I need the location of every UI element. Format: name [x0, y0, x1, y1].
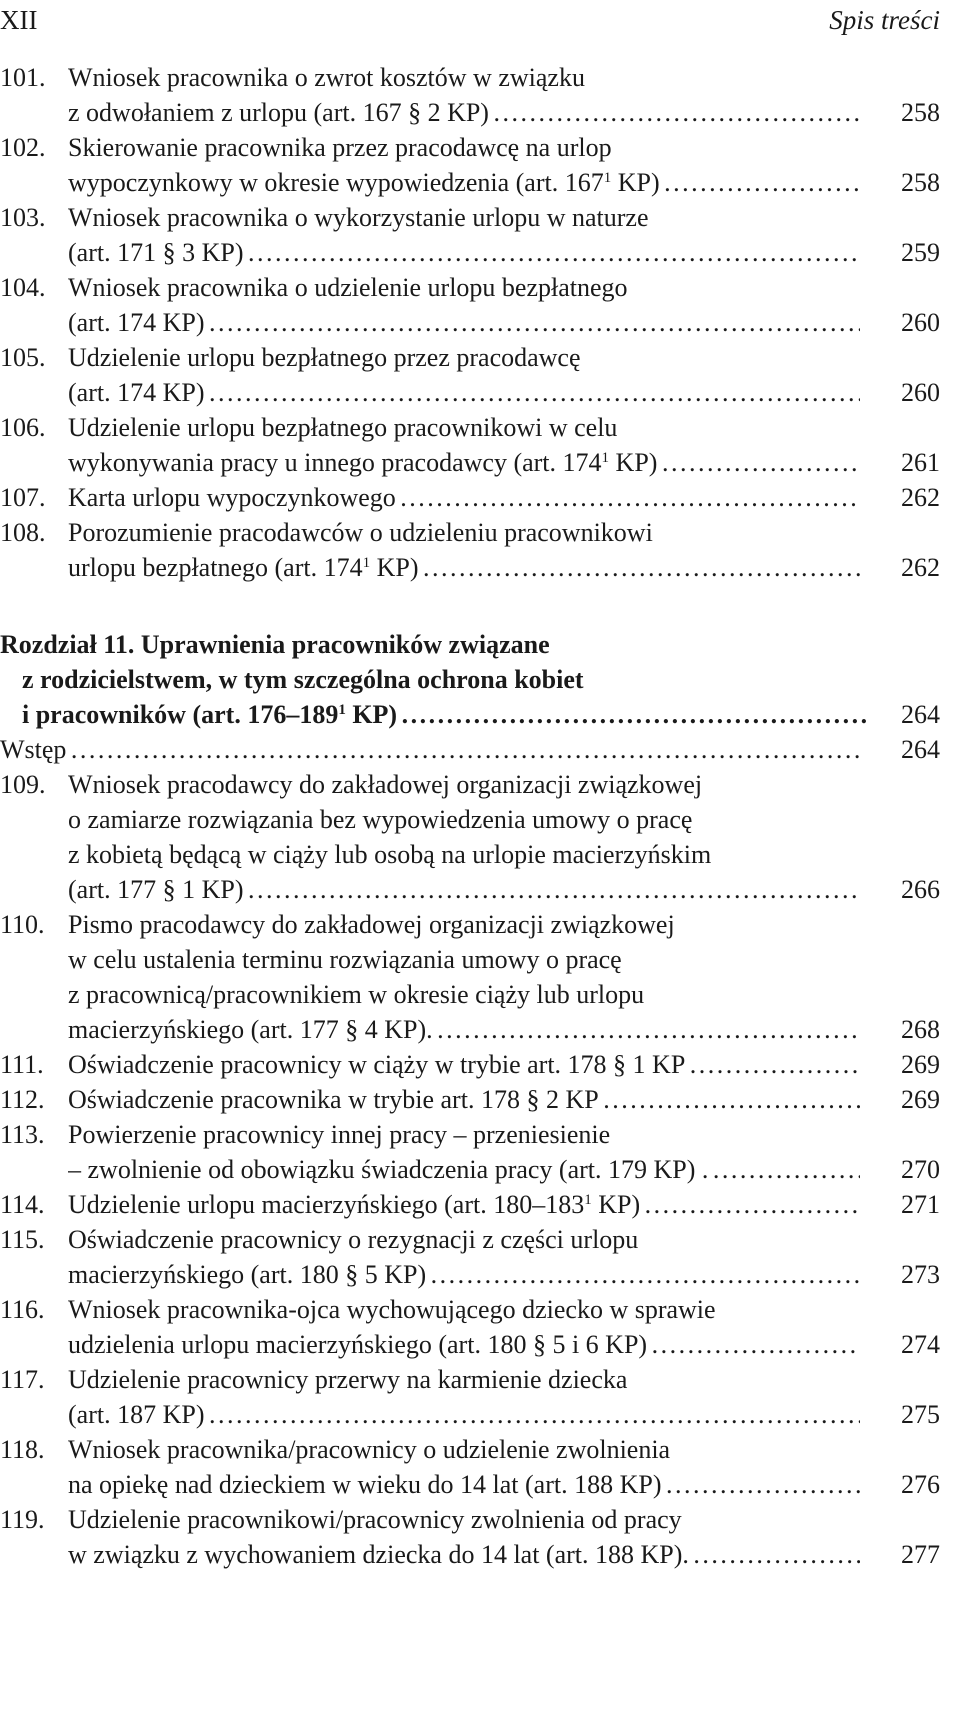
toc-entry-text: Wniosek pracownika-ojca wychowującego dziecko w sprawie [68, 1295, 716, 1324]
toc-entry-text: z odwołaniem z urlopu (art. 167 § 2 KP) [68, 98, 489, 127]
toc-entry-title [68, 1537, 860, 1572]
toc-entry [0, 130, 940, 200]
toc-entry-text: (art. 171 § 3 KP) [68, 238, 244, 267]
toc-entry-line [0, 767, 940, 802]
toc-entry-title [68, 1327, 860, 1362]
toc-entry-title [68, 837, 860, 872]
toc-page-number: 260 [870, 375, 940, 410]
toc-entry [0, 1117, 940, 1187]
toc-entry-title [68, 305, 860, 340]
toc-page-number: 277 [870, 1537, 940, 1572]
toc-entry-title [68, 1397, 860, 1432]
chapter-heading-line [0, 697, 940, 732]
toc-entry-line [0, 977, 940, 1012]
toc-entry-number: 111. [0, 1050, 44, 1079]
toc-entry [0, 1292, 940, 1362]
toc-entry-title [68, 550, 860, 585]
chapter-heading-span: z rodzicielstwem, w tym szczególna ochrona kobiet [22, 665, 584, 694]
toc-entry [0, 270, 940, 340]
toc-entry-line [0, 95, 940, 130]
toc-entry-text: udzielenia urlopu macierzyńskiego (art. 180 § 5 i 6 KP) [68, 1330, 648, 1359]
toc-entry-line [0, 872, 940, 907]
toc-page-number: 260 [870, 305, 940, 340]
toc-entry-title [68, 95, 860, 130]
toc-entry-title [68, 1152, 860, 1187]
toc-entry [0, 515, 940, 585]
toc-entry-text: Udzielenie urlopu macierzyńskiego (art. $180-183^1$ KP) [68, 1190, 641, 1219]
toc-entry-line [0, 1397, 940, 1432]
toc-entry-title [0, 1117, 860, 1152]
toc-intro-title [0, 732, 860, 767]
toc-entry-line [0, 410, 940, 445]
toc-entry-text: wykonywania pracy u innego pracodawcy (art. $174^1$ KP) [68, 448, 658, 477]
toc-entry-number: 117. [0, 1365, 45, 1394]
toc-entry-text: Udzielenie urlopu bezpłatnego pracownikowi w celu [68, 413, 618, 442]
toc-entry [0, 1187, 940, 1222]
chapter-heading-text [22, 662, 882, 697]
toc-page-number: 262 [870, 550, 940, 585]
toc-page-number: 264 [870, 732, 940, 767]
toc-entry-line [0, 1187, 940, 1222]
toc-entry-number: 110. [0, 910, 45, 939]
toc-page-number: 266 [870, 872, 940, 907]
toc-entry-line [0, 1292, 940, 1327]
toc-entry-text: Skierowanie pracownika przez pracodawcę na urlop [68, 133, 612, 162]
toc-page-number: 269 [870, 1082, 940, 1117]
toc-entry-title [0, 1292, 860, 1327]
toc-entry-text: Wniosek pracownika/pracownicy o udzielenie zwolnienia [68, 1435, 671, 1464]
toc-page-number: 273 [870, 1257, 940, 1292]
toc-intro-text: Wstęp [0, 735, 67, 764]
toc-entry [0, 480, 940, 515]
toc-entry-text: w celu ustalenia terminu rozwiązania umowy o pracę [68, 945, 622, 974]
toc-page-number: 258 [870, 165, 940, 200]
toc-entry-text: (art. 187 KP) [68, 1400, 205, 1429]
toc-page-number: 269 [870, 1047, 940, 1082]
toc-entry-text: (art. 177 § 1 KP) [68, 875, 244, 904]
toc-entry-number: 116. [0, 1295, 45, 1324]
toc-entry-line [0, 802, 940, 837]
toc-entry-line [0, 1432, 940, 1467]
toc-entry-title [0, 1082, 860, 1117]
chapter-spacer [0, 585, 940, 627]
toc-entry [0, 410, 940, 480]
toc-page-number: 276 [870, 1467, 940, 1502]
toc-page-number: 259 [870, 235, 940, 270]
toc-entry [0, 1047, 940, 1082]
toc-entry [0, 340, 940, 410]
toc-entry-text: z pracownicą/pracownikiem w okresie ciąży lub urlopu [68, 980, 645, 1009]
toc-entry-number: 103. [0, 203, 46, 232]
section-title: Spis treści [829, 5, 940, 35]
toc-page-number: 270 [870, 1152, 940, 1187]
toc-entry-text: Udzielenie pracownicy przerwy na karmienie dziecka [68, 1365, 628, 1394]
running-head [0, 0, 940, 40]
toc-entry-line [0, 340, 940, 375]
toc-entry-title [0, 1362, 860, 1397]
toc-entry-text: (art. 174 KP) [68, 308, 205, 337]
toc-entry-title [0, 1432, 860, 1467]
toc-entry-text: Wniosek pracodawcy do zakładowej organizacji związkowej [68, 770, 703, 799]
toc-intro-line [0, 732, 940, 767]
toc-entry-title [68, 165, 860, 200]
toc-page-number: 274 [870, 1327, 940, 1362]
toc-entry-number: 107. [0, 483, 46, 512]
toc-entry-text: z kobietą będącą w ciąży lub osobą na urlopie macierzyńskim [68, 840, 712, 869]
toc-entry-title [0, 1047, 860, 1082]
toc-page-number: 258 [870, 95, 940, 130]
chapter-heading-text [22, 697, 882, 732]
chapter-heading-span: i pracowników (art. $176-189^1$ KP) [22, 700, 398, 729]
toc-entry-text: Udzielenie urlopu bezpłatnego przez pracodawcę [68, 343, 581, 372]
toc-entry-title [68, 375, 860, 410]
toc-entry-title [68, 802, 860, 837]
table-of-contents [0, 60, 940, 1572]
toc-entry-text: – zwolnienie od obowiązku świadczenia pracy (art. 179 KP) . [68, 1155, 709, 1184]
toc-entry-line [0, 515, 940, 550]
toc-entry-number: 101. [0, 63, 46, 92]
toc-entry-line [0, 1222, 940, 1257]
toc-page-number: 268 [870, 1012, 940, 1047]
toc-entry-line [0, 480, 940, 515]
toc-entry-text: o zamiarze rozwiązania bez wypowiedzenia umowy o pracę [68, 805, 693, 834]
toc-entry-title [0, 270, 860, 305]
toc-entry [0, 1222, 940, 1292]
toc-entry-text: Porozumienie pracodawców o udzieleniu pracownikowi [68, 518, 653, 547]
toc-page-number: 271 [870, 1187, 940, 1222]
toc-entry-line [0, 130, 940, 165]
toc-entry-text: wypoczynkowy w okresie wypowiedzenia (art. $167^1$ KP) [68, 168, 660, 197]
toc-entry [0, 200, 940, 270]
toc-entry-line [0, 1327, 940, 1362]
toc-entry-text: Powierzenie pracownicy innej pracy – przeniesienie [68, 1120, 611, 1149]
toc-entry-line [0, 942, 940, 977]
toc-entry-line [0, 1012, 940, 1047]
toc-entry-number: 112. [0, 1085, 45, 1114]
chapter-heading-line [0, 662, 940, 697]
toc-entry-number: 118. [0, 1435, 45, 1464]
toc-entry-title [68, 1257, 860, 1292]
toc-entry-line [0, 445, 940, 480]
toc-entry-line [0, 1257, 940, 1292]
toc-entry-title [0, 1187, 860, 1222]
toc-entry-text: Udzielenie pracownikowi/pracownicy zwolnienia od pracy [68, 1505, 682, 1534]
toc-entry-line [0, 1152, 940, 1187]
toc-entry-line [0, 550, 940, 585]
toc-entry-line [0, 270, 940, 305]
toc-entry-title [0, 410, 860, 445]
toc-entry-number: 102. [0, 133, 46, 162]
toc-entry-number: 119. [0, 1505, 45, 1534]
toc-entry-title [0, 340, 860, 375]
toc-entry-title [68, 235, 860, 270]
toc-entry-text: Wniosek pracownika o udzielenie urlopu bezpłatnego [68, 273, 628, 302]
toc-entry-number: 104. [0, 273, 46, 302]
chapter-heading [0, 627, 940, 732]
toc-page-number: 262 [870, 480, 940, 515]
toc-entry [0, 907, 940, 1047]
toc-entry-text: (art. 174 KP) [68, 378, 205, 407]
toc-entry-line [0, 1467, 940, 1502]
toc-entry-line [0, 1082, 940, 1117]
toc-page-number: 264 [870, 697, 940, 732]
toc-entry-line [0, 907, 940, 942]
toc-entry-title [0, 1222, 860, 1257]
toc-entry-number: 113. [0, 1120, 45, 1149]
toc-entry-line [0, 60, 940, 95]
toc-entry-line [0, 375, 940, 410]
toc-entry [0, 767, 940, 907]
toc-entry-title [68, 872, 860, 907]
toc-entry-title [68, 445, 860, 480]
toc-entry [0, 1362, 940, 1432]
toc-entry-line [0, 200, 940, 235]
toc-entry-title [68, 942, 860, 977]
toc-entry-number: 109. [0, 770, 46, 799]
toc-entry-number: 115. [0, 1225, 45, 1254]
toc-entry-text: Pismo pracodawcy do zakładowej organizacji związkowej [68, 910, 675, 939]
toc-entry-title [0, 767, 860, 802]
toc-entry-line [0, 1502, 940, 1537]
toc-entry-title [0, 515, 860, 550]
chapter-heading-text [0, 627, 860, 662]
chapter-heading-span: Rozdział 11. Uprawnienia pracowników związane [0, 630, 550, 659]
toc-entry [0, 1432, 940, 1502]
toc-entry-line [0, 1047, 940, 1082]
toc-entry-line [0, 837, 940, 872]
toc-entry-number: 105. [0, 343, 46, 372]
toc-entry-number: 114. [0, 1190, 45, 1219]
toc-entry-line [0, 1537, 940, 1572]
toc-entry-text: Oświadczenie pracownicy o rezygnacji z części urlopu [68, 1225, 639, 1254]
toc-entry-text: na opiekę nad dzieckiem w wieku do 14 lat (art. 188 KP) [68, 1470, 662, 1499]
toc-entry-title [0, 200, 860, 235]
toc-entry-text: macierzyńskiego (art. 180 § 5 KP) [68, 1260, 427, 1289]
toc-entry-line [0, 305, 940, 340]
toc-entry [0, 1502, 940, 1572]
toc-page-number: 275 [870, 1397, 940, 1432]
toc-entry-text: Oświadczenie pracownika w trybie art. 178 § 2 KP [68, 1085, 599, 1114]
toc-entry-line [0, 1117, 940, 1152]
toc-entry-title [68, 977, 860, 1012]
toc-entry-line [0, 1362, 940, 1397]
toc-entry-line [0, 235, 940, 270]
toc-entry-title [68, 1467, 860, 1502]
toc-entry-text: urlopu bezpłatnego (art. $174^1$ KP) [68, 553, 419, 582]
toc-entry-text: Oświadczenie pracownicy w ciąży w trybie art. 178 § 1 KP [68, 1050, 686, 1079]
toc-entry-title [0, 130, 860, 165]
toc-entry-text: w związku z wychowaniem dziecka do 14 lat (art. 188 KP). [68, 1540, 689, 1569]
toc-entry-line [0, 165, 940, 200]
toc-entry-number: 108. [0, 518, 46, 547]
toc-entry-title [68, 1012, 860, 1047]
toc-entry-number: 106. [0, 413, 46, 442]
toc-entry-title [0, 1502, 860, 1537]
page-number: XII [0, 5, 38, 35]
toc-entry-title [0, 480, 860, 515]
toc-entry-title [0, 60, 860, 95]
toc-entry-text: Karta urlopu wypoczynkowego [68, 483, 396, 512]
toc-entry-text: Wniosek pracownika o wykorzystanie urlopu w naturze [68, 203, 649, 232]
toc-entry [0, 60, 940, 130]
toc-page-number: 261 [870, 445, 940, 480]
chapter-heading-line [0, 627, 940, 662]
toc-entry-text: macierzyńskiego (art. 177 § 4 KP). [68, 1015, 433, 1044]
toc-entry-title [0, 907, 860, 942]
toc-entry [0, 1082, 940, 1117]
toc-entry-text: Wniosek pracownika o zwrot kosztów w związku [68, 63, 585, 92]
